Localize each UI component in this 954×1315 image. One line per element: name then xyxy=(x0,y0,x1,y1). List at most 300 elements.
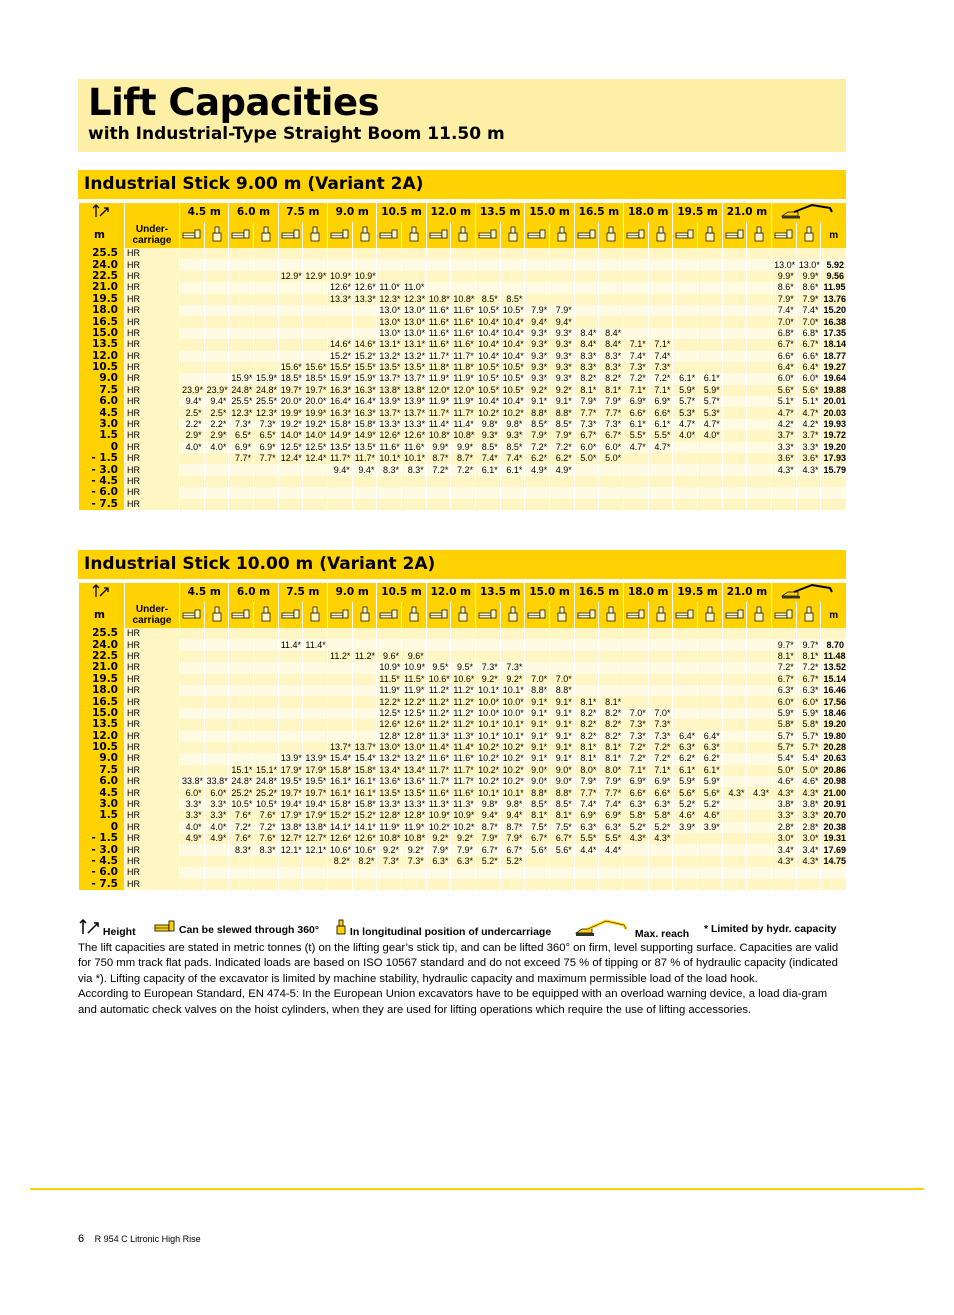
capacity-value: 8.1* xyxy=(574,696,599,707)
undercarriage-value: HR xyxy=(125,856,180,867)
capacity-value: 4.6* xyxy=(698,810,723,821)
height-value: - 3.0 xyxy=(79,844,125,855)
capacity-value xyxy=(204,464,229,475)
capacity-value: 3.4* xyxy=(772,844,797,855)
capacity-value xyxy=(722,628,747,639)
capacity-value: 8.3* xyxy=(574,351,599,362)
capacity-value xyxy=(673,662,698,673)
legend-longitudinal: In longitudinal position of undercarriage xyxy=(335,919,551,939)
capacity-value: 6.2* xyxy=(673,753,698,764)
height-unit: m xyxy=(79,602,125,628)
capacity-value: 8.1* xyxy=(550,810,575,821)
capacity-value: 4.0* xyxy=(180,442,205,453)
capacity-value: 6.3* xyxy=(772,685,797,696)
capacity-value: 8.3* xyxy=(402,464,427,475)
capacity-value xyxy=(451,499,476,510)
capacity-value xyxy=(747,639,772,650)
capacity-value xyxy=(722,362,747,373)
capacity-value xyxy=(525,248,550,259)
capacity-value: 9.2* xyxy=(377,844,402,855)
capacity-value xyxy=(747,776,772,787)
capacity-value xyxy=(402,879,427,890)
capacity-value xyxy=(574,294,599,305)
capacity-value: 13.5* xyxy=(402,362,427,373)
capacity-value: 16.1* xyxy=(328,776,353,787)
max-reach-value: 15.14 xyxy=(821,674,846,685)
capacity-value: 3.6* xyxy=(796,453,821,464)
capacity-value xyxy=(722,662,747,673)
capacity-value: 7.7* xyxy=(574,787,599,798)
capacity-value xyxy=(278,328,303,339)
capacity-value xyxy=(698,833,723,844)
capacity-value: 2.9* xyxy=(180,430,205,441)
capacity-value: 15.1* xyxy=(229,765,254,776)
capacity-value: 15.8* xyxy=(328,799,353,810)
capacity-value xyxy=(328,259,353,270)
capacity-value xyxy=(352,719,377,730)
capacity-value xyxy=(278,305,303,316)
capacity-value: 19.2* xyxy=(303,419,328,430)
capacity-value: 7.3* xyxy=(648,731,673,742)
capacity-value xyxy=(698,442,723,453)
capacity-value xyxy=(648,499,673,510)
capacity-value xyxy=(772,628,797,639)
capacity-value: 8.5* xyxy=(550,419,575,430)
capacity-value: 13.2* xyxy=(402,351,427,362)
capacity-value xyxy=(204,305,229,316)
capacity-value: 8.4* xyxy=(599,339,624,350)
capacity-value: 9.9* xyxy=(772,271,797,282)
height-value: - 1.5 xyxy=(79,453,125,464)
capacity-value: 9.1* xyxy=(525,396,550,407)
capacity-value: 9.3* xyxy=(525,328,550,339)
capacity-value xyxy=(377,639,402,650)
capacity-value xyxy=(550,628,575,639)
capacity-value: 8.8* xyxy=(525,407,550,418)
longitudinal-crane-icon xyxy=(550,222,575,248)
capacity-value xyxy=(599,294,624,305)
table-row xyxy=(79,362,847,373)
capacity-value: 11.6* xyxy=(377,442,402,453)
capacity-value xyxy=(747,822,772,833)
capacity-value xyxy=(648,696,673,707)
capacity-value: 8.1* xyxy=(599,753,624,764)
capacity-value xyxy=(747,248,772,259)
capacity-value xyxy=(328,316,353,327)
legend-maxreach: Max. reach xyxy=(574,919,689,939)
max-reach-value: 13.52 xyxy=(821,662,846,673)
capacity-value xyxy=(278,662,303,673)
capacity-value: 6.1* xyxy=(698,765,723,776)
capacity-value: 6.7* xyxy=(772,674,797,685)
capacity-value: 13.5* xyxy=(377,787,402,798)
table-row xyxy=(79,799,847,810)
capacity-value xyxy=(673,487,698,498)
capacity-value: 8.5* xyxy=(476,442,501,453)
capacity-value xyxy=(747,719,772,730)
capacity-value xyxy=(698,328,723,339)
capacity-value: 4.6* xyxy=(796,776,821,787)
capacity-value xyxy=(426,628,451,639)
radius-header: 19.5 m xyxy=(673,203,722,222)
capacity-value: 7.7* xyxy=(599,787,624,798)
capacity-value xyxy=(574,259,599,270)
capacity-value: 5.3* xyxy=(673,407,698,418)
capacity-value xyxy=(402,248,427,259)
capacity-value xyxy=(624,328,649,339)
footer-rule xyxy=(30,1188,924,1190)
capacity-value: 13.7* xyxy=(402,373,427,384)
capacity-value xyxy=(673,856,698,867)
slew-crane-icon xyxy=(377,222,402,248)
table-row xyxy=(79,282,847,293)
capacity-value xyxy=(254,708,279,719)
capacity-value xyxy=(722,339,747,350)
capacity-value: 2.5* xyxy=(204,407,229,418)
capacity-value: 4.3* xyxy=(648,833,673,844)
capacity-value: 5.9* xyxy=(673,776,698,787)
undercarriage-header xyxy=(125,203,180,222)
capacity-value: 8.8* xyxy=(550,787,575,798)
capacity-value xyxy=(722,674,747,685)
capacity-value: 5.6* xyxy=(796,385,821,396)
capacity-value xyxy=(180,753,205,764)
longitudinal-crane-icon xyxy=(204,222,229,248)
slew-crane-icon xyxy=(328,222,353,248)
capacity-value: 24.8* xyxy=(254,776,279,787)
max-reach-value: 19.31 xyxy=(821,833,846,844)
capacity-value: 12.3* xyxy=(254,407,279,418)
capacity-value xyxy=(747,476,772,487)
capacity-value: 19.9* xyxy=(303,407,328,418)
capacity-value xyxy=(180,464,205,475)
capacity-value: 13.1* xyxy=(377,339,402,350)
capacity-value: 6.3* xyxy=(599,822,624,833)
capacity-value: 15.6* xyxy=(303,362,328,373)
capacity-value xyxy=(698,662,723,673)
capacity-value xyxy=(722,822,747,833)
capacity-value: 6.6* xyxy=(648,787,673,798)
capacity-value xyxy=(673,708,698,719)
capacity-value xyxy=(525,282,550,293)
capacity-value: 5.0* xyxy=(796,765,821,776)
capacity-value xyxy=(574,662,599,673)
capacity-value: 15.8* xyxy=(328,765,353,776)
capacity-value: 14.9* xyxy=(328,430,353,441)
table-row xyxy=(79,662,847,673)
capacity-value: 10.6* xyxy=(426,674,451,685)
radius-header: 21.0 m xyxy=(722,583,771,602)
table-row xyxy=(79,294,847,305)
undercarriage-value: HR xyxy=(125,628,180,639)
capacity-value: 2.8* xyxy=(772,822,797,833)
capacity-value: 7.9* xyxy=(796,294,821,305)
undercarriage-value: HR xyxy=(125,476,180,487)
undercarriage-value: HR xyxy=(125,487,180,498)
capacity-value xyxy=(229,662,254,673)
capacity-value: 9.3* xyxy=(476,430,501,441)
capacity-value xyxy=(722,696,747,707)
capacity-value xyxy=(796,476,821,487)
radius-header: 10.5 m xyxy=(377,583,426,602)
capacity-value: 8.3* xyxy=(377,464,402,475)
capacity-value: 14.0* xyxy=(278,430,303,441)
capacity-value: 10.5* xyxy=(476,385,501,396)
capacity-value xyxy=(229,339,254,350)
capacity-value xyxy=(254,639,279,650)
capacity-value xyxy=(673,628,698,639)
height-value: 6.0 xyxy=(79,776,125,787)
capacity-value: 4.0* xyxy=(204,822,229,833)
capacity-value: 10.2* xyxy=(476,742,501,753)
capacity-value: 5.6* xyxy=(525,844,550,855)
capacity-value: 13.0* xyxy=(377,742,402,753)
capacity-value: 7.9* xyxy=(550,305,575,316)
capacity-value: 8.2* xyxy=(574,708,599,719)
capacity-value xyxy=(229,305,254,316)
slew-crane-icon xyxy=(377,602,402,628)
capacity-value xyxy=(476,259,501,270)
max-reach-value: 18.46 xyxy=(821,708,846,719)
capacity-value: 3.3* xyxy=(204,810,229,821)
capacity-value: 6.1* xyxy=(624,419,649,430)
capacity-value xyxy=(229,351,254,362)
slew-crane-icon xyxy=(180,222,205,248)
capacity-value: 15.1* xyxy=(254,765,279,776)
height-value: 3.0 xyxy=(79,419,125,430)
capacity-value: 10.1* xyxy=(500,787,525,798)
capacity-value xyxy=(722,685,747,696)
capacity-value xyxy=(303,708,328,719)
capacity-value xyxy=(722,385,747,396)
capacity-value: 8.5* xyxy=(550,799,575,810)
capacity-value: 17.9* xyxy=(303,810,328,821)
capacity-value xyxy=(648,639,673,650)
capacity-value xyxy=(550,867,575,878)
capacity-value: 6.2* xyxy=(525,453,550,464)
capacity-value: 11.2* xyxy=(451,696,476,707)
undercarriage-value: HR xyxy=(125,719,180,730)
capacity-value: 6.4* xyxy=(698,731,723,742)
capacity-value: 19.7* xyxy=(303,787,328,798)
capacity-value xyxy=(796,499,821,510)
capacity-value: 12.7* xyxy=(303,833,328,844)
capacity-value: 9.9* xyxy=(451,442,476,453)
capacity-value: 10.0* xyxy=(476,708,501,719)
capacity-value: 10.1* xyxy=(476,719,501,730)
longitudinal-crane-icon xyxy=(352,222,377,248)
table-row xyxy=(79,385,847,396)
capacity-value xyxy=(500,651,525,662)
capacity-value xyxy=(500,476,525,487)
capacity-value: 11.6* xyxy=(451,339,476,350)
capacity-value xyxy=(476,271,501,282)
capacity-value: 13.0* xyxy=(377,328,402,339)
capacity-value: 10.8* xyxy=(426,430,451,441)
capacity-value xyxy=(254,685,279,696)
capacity-value xyxy=(698,305,723,316)
height-value: 18.0 xyxy=(79,685,125,696)
model-name: R 954 C Litronic High Rise xyxy=(94,1234,201,1244)
capacity-value xyxy=(574,639,599,650)
capacity-value: 7.9* xyxy=(599,396,624,407)
capacity-value xyxy=(698,639,723,650)
capacity-value: 11.8* xyxy=(426,362,451,373)
capacity-value: 9.8* xyxy=(476,799,501,810)
capacity-value xyxy=(624,248,649,259)
capacity-value xyxy=(204,639,229,650)
capacity-value xyxy=(352,685,377,696)
capacity-value: 8.1* xyxy=(525,810,550,821)
capacity-value xyxy=(254,628,279,639)
capacity-value: 2.9* xyxy=(204,430,229,441)
capacity-value xyxy=(204,453,229,464)
capacity-value xyxy=(673,351,698,362)
capacity-value: 4.7* xyxy=(698,419,723,430)
capacity-value xyxy=(648,328,673,339)
capacity-value: 19.5* xyxy=(278,776,303,787)
capacity-value xyxy=(574,651,599,662)
capacity-value xyxy=(352,628,377,639)
capacity-value: 7.9* xyxy=(500,833,525,844)
capacity-value: 15.2* xyxy=(328,351,353,362)
capacity-value xyxy=(278,476,303,487)
max-reach-value: 19.64 xyxy=(821,373,846,384)
capacity-value: 15.2* xyxy=(352,351,377,362)
legend xyxy=(78,919,846,939)
table-row xyxy=(79,328,847,339)
radius-header: 18.0 m xyxy=(624,203,673,222)
capacity-value: 8.2* xyxy=(599,719,624,730)
slew-crane-icon xyxy=(673,602,698,628)
capacity-value: 12.0* xyxy=(451,385,476,396)
longitudinal-crane-icon xyxy=(500,222,525,248)
capacity-value xyxy=(772,248,797,259)
capacity-value xyxy=(352,879,377,890)
capacity-value xyxy=(747,499,772,510)
capacity-value xyxy=(722,639,747,650)
capacity-value: 6.3* xyxy=(648,799,673,810)
capacity-value xyxy=(673,696,698,707)
max-reach-value xyxy=(821,867,846,878)
capacity-value xyxy=(254,674,279,685)
capacity-value xyxy=(476,476,501,487)
capacity-value: 13.7* xyxy=(352,742,377,753)
capacity-value: 11.7* xyxy=(352,453,377,464)
capacity-value: 10.5* xyxy=(229,799,254,810)
capacity-value xyxy=(180,765,205,776)
height-value: 7.5 xyxy=(79,385,125,396)
capacity-value xyxy=(254,351,279,362)
height-unit: m xyxy=(79,222,125,248)
capacity-value xyxy=(698,464,723,475)
capacity-value: 7.7* xyxy=(599,407,624,418)
capacity-value: 9.1* xyxy=(525,753,550,764)
radius-header: 12.0 m xyxy=(426,583,475,602)
capacity-value xyxy=(352,316,377,327)
capacity-value: 9.4* xyxy=(525,316,550,327)
capacity-value: 9.3* xyxy=(525,373,550,384)
capacity-value xyxy=(599,651,624,662)
capacity-value xyxy=(377,259,402,270)
capacity-value: 10.4* xyxy=(476,339,501,350)
capacity-value xyxy=(673,259,698,270)
undercarriage-value: HR xyxy=(125,442,180,453)
capacity-value xyxy=(229,328,254,339)
capacity-value: 12.2* xyxy=(377,696,402,707)
capacity-value: 3.9* xyxy=(698,822,723,833)
capacity-value xyxy=(303,685,328,696)
capacity-value: 11.7* xyxy=(426,765,451,776)
legend-limited: * Limited by hydr. capacity xyxy=(704,923,837,935)
capacity-value: 7.1* xyxy=(624,385,649,396)
undercarriage-value: HR xyxy=(125,385,180,396)
capacity-value xyxy=(204,879,229,890)
longitudinal-crane-icon xyxy=(335,919,347,935)
longitudinal-crane-icon xyxy=(698,602,723,628)
capacity-value: 25.2* xyxy=(229,787,254,798)
max-reach-value xyxy=(821,476,846,487)
capacity-value xyxy=(722,719,747,730)
capacity-value: 7.0* xyxy=(796,316,821,327)
capacity-value: 6.3* xyxy=(574,822,599,833)
capacity-value: 7.7* xyxy=(574,407,599,418)
capacity-value xyxy=(722,799,747,810)
capacity-value: 10.4* xyxy=(500,339,525,350)
capacity-value: 7.2* xyxy=(550,442,575,453)
capacity-value: 7.4* xyxy=(574,799,599,810)
undercarriage-value: HR xyxy=(125,787,180,798)
capacity-value: 5.9* xyxy=(772,708,797,719)
capacity-value: 5.7* xyxy=(772,742,797,753)
capacity-value xyxy=(204,844,229,855)
capacity-value: 8.2* xyxy=(352,856,377,867)
undercarriage-value: HR xyxy=(125,453,180,464)
capacity-value xyxy=(648,294,673,305)
height-value: 4.5 xyxy=(79,407,125,418)
table-row xyxy=(79,696,847,707)
capacity-value: 4.7* xyxy=(772,407,797,418)
capacity-value: 8.2* xyxy=(599,708,624,719)
capacity-value: 15.9* xyxy=(254,373,279,384)
capacity-value: 11.2* xyxy=(426,708,451,719)
capacity-value xyxy=(574,674,599,685)
capacity-value xyxy=(180,628,205,639)
capacity-value xyxy=(698,362,723,373)
capacity-value: 6.0* xyxy=(772,373,797,384)
capacity-value: 13.8* xyxy=(402,385,427,396)
capacity-value: 6.9* xyxy=(229,442,254,453)
undercarriage-header xyxy=(125,583,180,602)
capacity-value: 7.3* xyxy=(229,419,254,430)
capacity-value: 13.8* xyxy=(377,385,402,396)
capacity-value: 5.2* xyxy=(476,856,501,867)
capacity-value: 7.2* xyxy=(254,822,279,833)
table-row xyxy=(79,476,847,487)
capacity-value xyxy=(278,464,303,475)
capacity-value: 9.4* xyxy=(180,396,205,407)
capacity-value: 10.0* xyxy=(500,708,525,719)
capacity-value: 13.6* xyxy=(377,776,402,787)
capacity-value xyxy=(278,856,303,867)
capacity-value: 25.5* xyxy=(254,396,279,407)
table-row xyxy=(79,833,847,844)
capacity-value xyxy=(599,282,624,293)
capacity-value: 7.2* xyxy=(624,742,649,753)
capacity-value: 5.7* xyxy=(698,396,723,407)
capacity-value xyxy=(550,662,575,673)
capacity-value: 3.3* xyxy=(796,810,821,821)
